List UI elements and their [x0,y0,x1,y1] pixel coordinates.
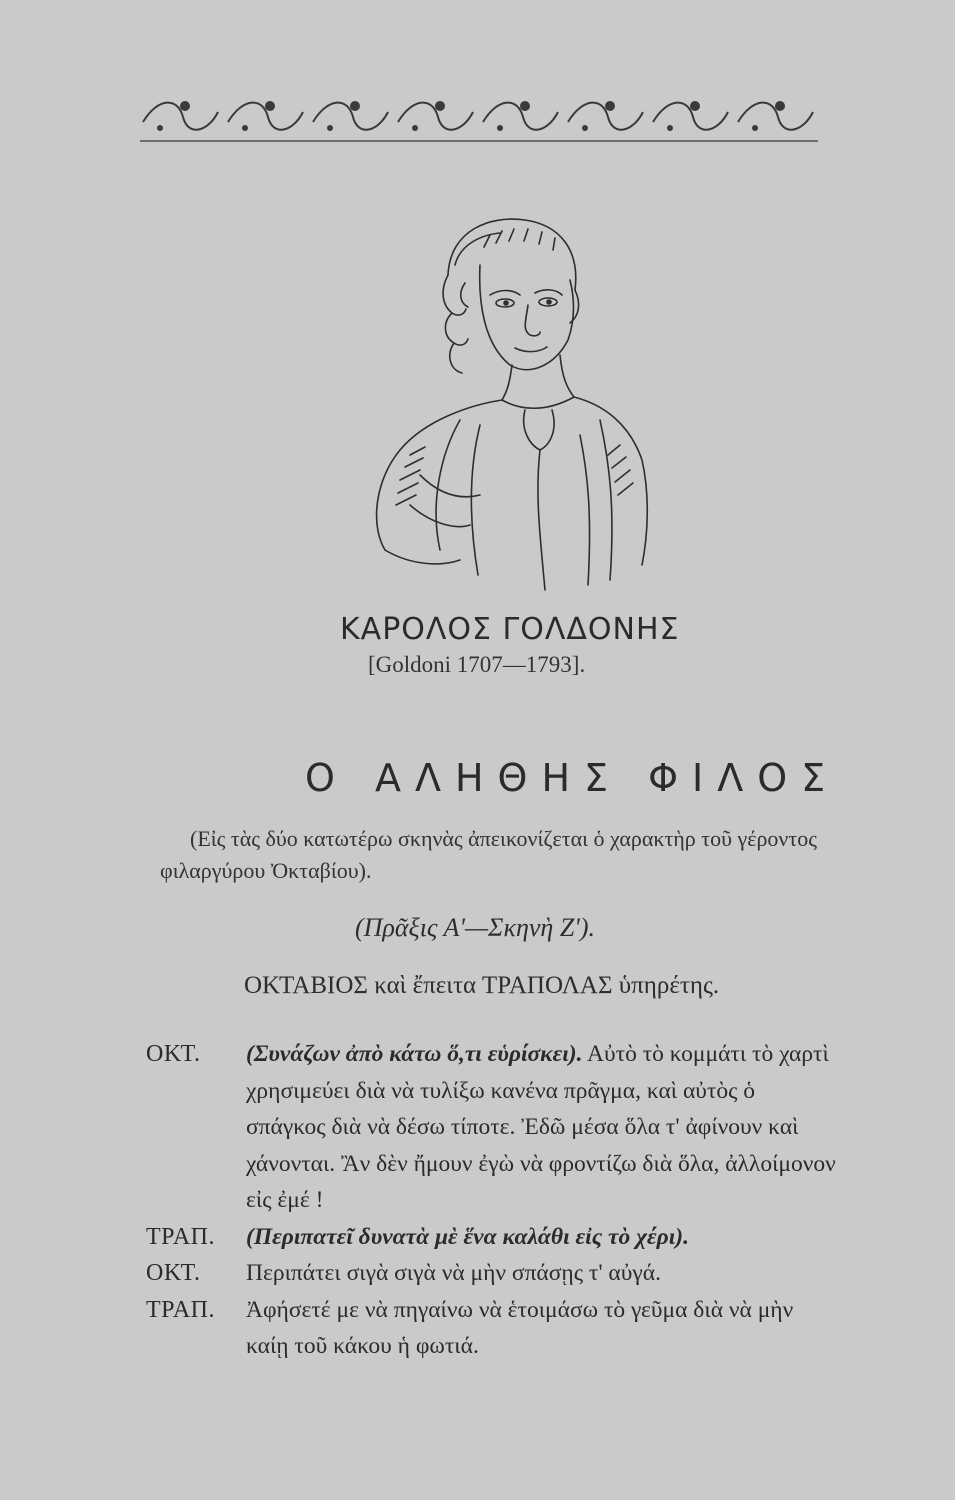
dialogue [146,1036,836,1365]
speech-block [146,1036,836,1219]
speech-text [246,1036,836,1219]
author-name: ΚΑΡΟΛΟΣ ΓΟΛΔΟΝΗΣ [340,612,680,647]
speech-block [146,1255,836,1292]
speech-text [246,1255,836,1292]
author-dates: [Goldoni 1707—1793]. [368,652,586,677]
speaker-label: ΤΡΑΠ. [146,1296,215,1323]
goldoni-portrait-engraving [330,205,660,600]
stage-direction: (Περιπατεῖ δυνατὰ μὲ ἕνα καλάθι εἰς τὸ χέρι). [246,1223,690,1250]
speech-block [146,1219,836,1256]
spoken-text: Ἀφήσετέ με νὰ πηγαίνω νὰ ἑτοιμάσω τὸ γεῦμα διὰ νὰ μὴν καίῃ τοῦ κάκου ἡ φωτιά. [246,1296,794,1359]
act-scene-heading: (Πρᾶξις Α'—Σκηνὴ Ζ'). [355,913,596,942]
decorative-border-ornament [138,92,818,136]
stage-direction: (Συνάζων ἀπὸ κάτω ὅ,τι εὑρίσκει). [246,1041,583,1067]
speech-block [146,1292,836,1365]
spoken-text: Περιπάτει σιγὰ σιγὰ νὰ μὴν σπάσῃς τ' αὐγά. [246,1260,661,1286]
play-title: Ο ΑΛΗΘΗΣ ΦΙΛΟΣ [305,756,840,800]
intro-paragraph: (Εἰς τὰς δύο κατωτέρω σκηνὰς ἀπεικονίζεται ὁ χαρακτὴρ τοῦ γέροντος φιλαργύρου Ὀκταβίου). [160,826,817,883]
characters-line: ΟΚΤΑΒΙΟΣ καὶ ἔπειτα ΤΡΑΠΟΛΑΣ ὑπηρέτης. [244,972,720,999]
header-rule [140,140,818,142]
speaker-label: ΟΚΤ. [146,1041,201,1067]
spoken-text: Αὐτὸ τὸ κομμάτι τὸ χαρτὶ χρησιμεύει διὰ νὰ τυλίξω κανένα πρᾶγμα, καὶ αὐτὸς ὁ σπάγκος διὰ νὰ δέσω τίποτε. Ἐδῶ μέσα ὅλα τ' ἀφίνουν καὶ χάνονται. Ἂν δὲν ἤμουν ἐγὼ νὰ φροντίζω διὰ ὅλα, ἀλλοίμονον εἰς ἐμέ ! [246,1041,836,1213]
speaker-label: ΤΡΑΠ. [146,1223,215,1250]
speech-text [246,1219,836,1256]
speaker-label: ΟΚΤ. [146,1260,201,1286]
speech-text [246,1292,836,1365]
